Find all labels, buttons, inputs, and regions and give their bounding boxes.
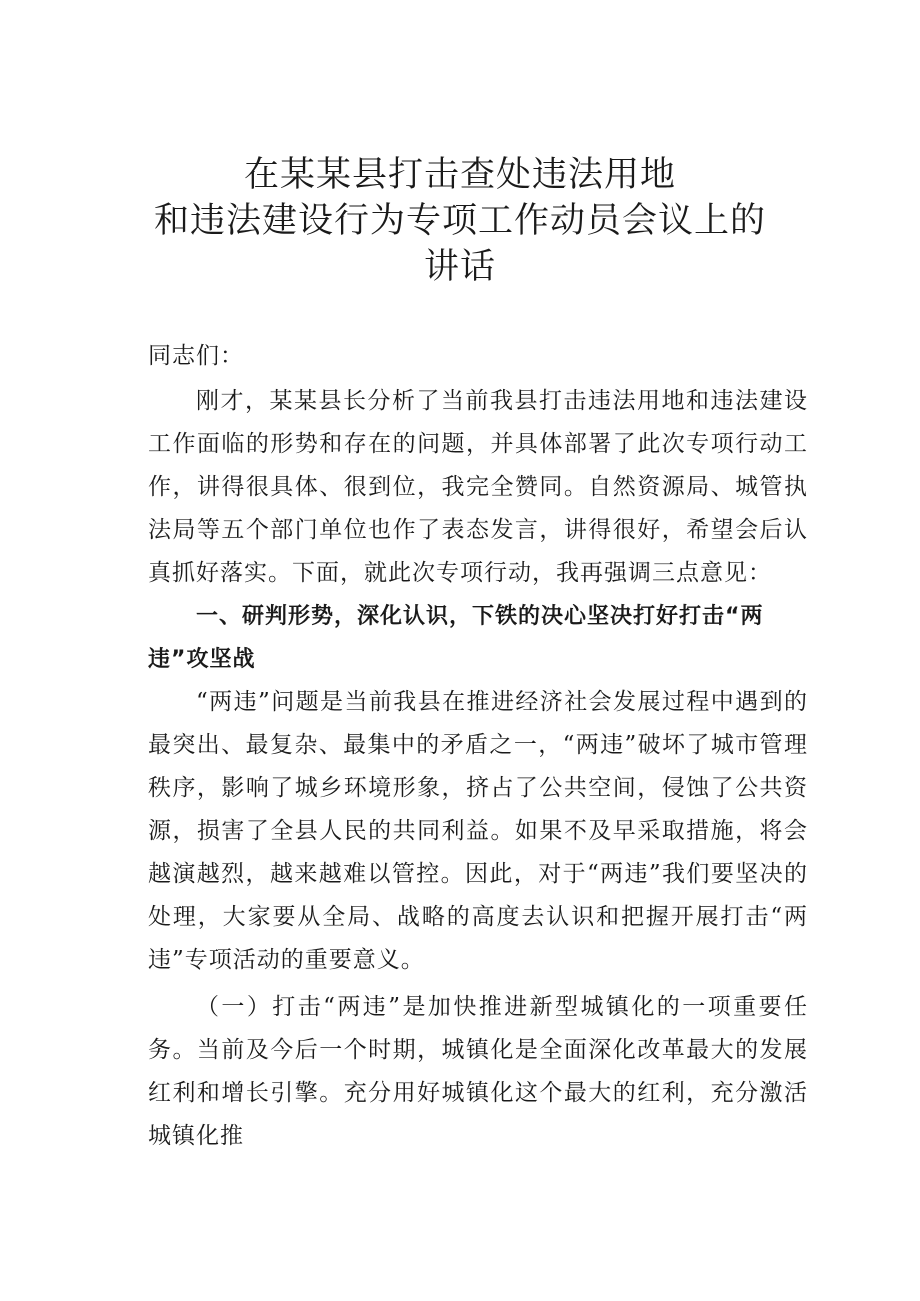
title-line-2: 和违法建设行为专项工作动员会议上的 (153, 201, 766, 241)
paragraph-intro: 刚才，某某县长分析了当前我县打击违法用地和违法建设工作面临的形势和存在的问题，并具体部署了此次专项行动工作，讲得很具体、很到位，我完全赞同。自然资源局、城管执法局等五个部门单位也作了表态发言，讲得很好，希望会后认真抓好落实。下面，就此次专项行动，我再强调三点意见： (148, 388, 808, 586)
title-line-1: 在某某县打击查处违法用地 (243, 155, 676, 195)
document-title (100, 152, 820, 290)
paragraph-subsection-1: （一）打击“两违”是加快推进新型城镇化的一项重要任务。当前及今后一个时期，城镇化是全面深化改革最大的发展红利和增长引擎。充分用好城镇化这个最大的红利，充分激活城镇化推 (148, 994, 808, 1149)
section-heading-1: 一、研判形势，深化认识，下铁的决心坚决打好打击“两违”攻坚战 (148, 604, 764, 672)
salutation: 同志们： (148, 343, 244, 369)
title-line-3: 讲话 (423, 247, 496, 287)
paragraph-two-violations: “两违”问题是当前我县在推进经济社会发展过程中遇到的最突出、最复杂、最集中的矛盾之一，“两违”破坏了城市管理秩序，影响了城乡环境形象，挤占了公共空间，侵蚀了公共资源，损害了全县人民的共同利益。如果不及早采取措施，将会越演越烈，越来越难以管控。因此，对于“两违”我们要坚决的处理，大家要从全局、战略的高度去认识和把握开展打击“两违”专项活动的重要意义。 (148, 689, 808, 973)
document-body (148, 335, 808, 1158)
